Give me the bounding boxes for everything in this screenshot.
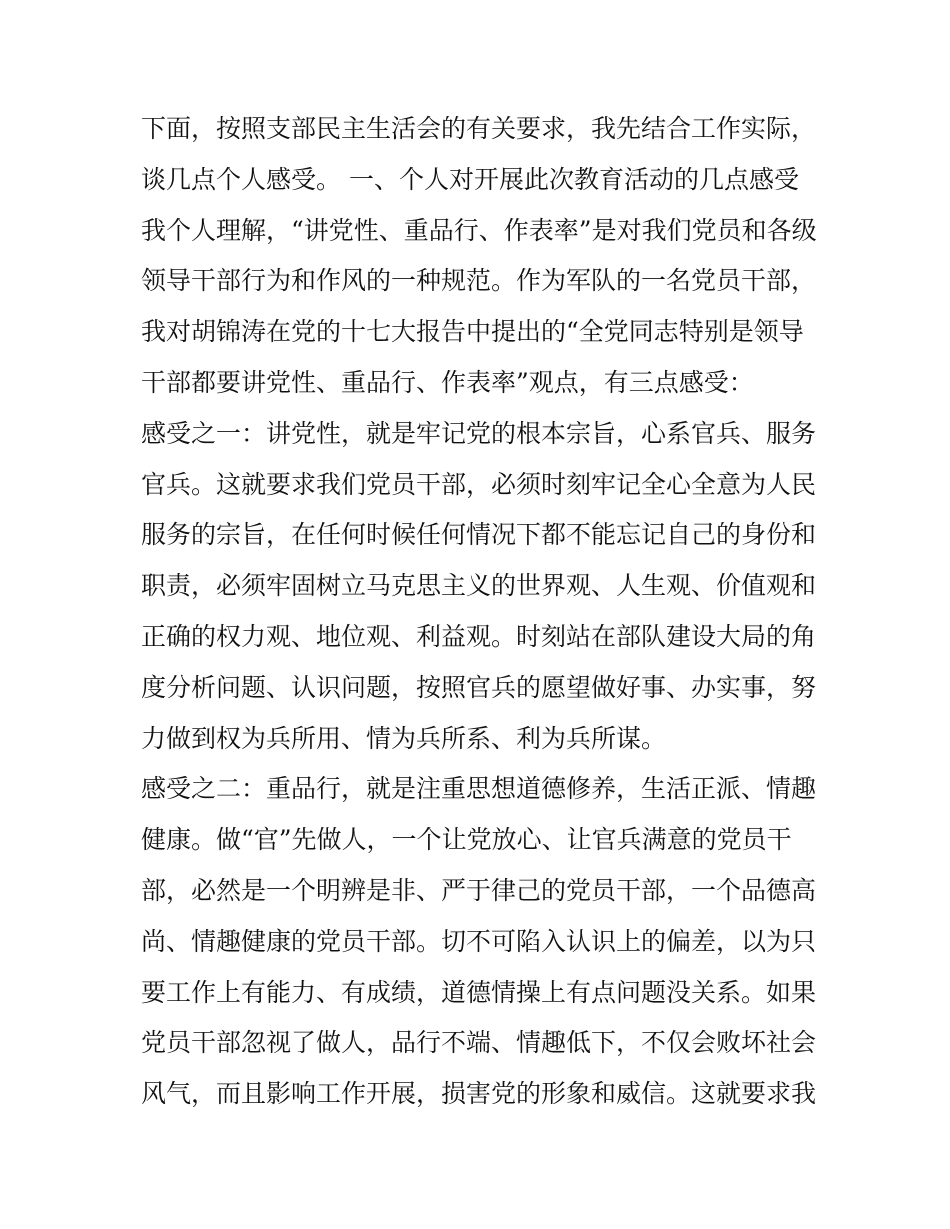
body-text	[141, 104, 821, 1120]
text-line: 部，必然是一个明辨是非、严于律己的党员干部，一个品德高	[141, 875, 817, 905]
text-line: 感受之一：讲党性，就是牢记党的根本宗旨，心系官兵、服务	[141, 418, 817, 448]
text-line: 下面，按照支部民主生活会的有关要求，我先结合工作实际，	[141, 114, 817, 143]
text-line: 尚、情趣健康的党员干部。切不可陷入认识上的偏差，以为只	[141, 926, 817, 956]
text-line: 谈几点个人感受。 一、个人对开展此次教育活动的几点感受	[141, 164, 799, 194]
text-line: 领导干部行为和作风的一种规范。作为军队的一名党员干部，	[141, 266, 817, 296]
text-line: 职责，必须牢固树立马克思主义的世界观、人生观、价值观和	[141, 571, 817, 601]
text-line: 度分析问题、认识问题，按照官兵的愿望做好事、办实事，努	[141, 672, 817, 702]
text-line: 健康。做“官”先做人，一个让党放心、让官兵满意的党员干	[141, 825, 792, 855]
text-line: 力做到权为兵所用、情为兵所系、利为兵所谋。	[141, 723, 667, 753]
text-line: 我个人理解，“讲党性、重品行、作表率”是对我们党员和各级	[141, 215, 817, 245]
text-line: 感受之二：重品行，就是注重思想道德修养，生活正派、情趣	[141, 774, 817, 804]
text-line: 要工作上有能力、有成绩，道德情操上有点问题没关系。如果	[141, 977, 817, 1007]
text-line: 服务的宗旨，在任何时候任何情况下都不能忘记自己的身份和	[141, 520, 817, 550]
text-line: 我对胡锦涛在党的十七大报告中提出的“全党同志特别是领导	[141, 317, 804, 347]
text-line: 党员干部忽视了做人，品行不端、情趣低下，不仅会败坏社会	[141, 1028, 817, 1058]
text-line: 正确的权力观、地位观、利益观。时刻站在部队建设大局的角	[141, 621, 817, 651]
text-line: 官兵。这就要求我们党员干部，必须时刻牢记全心全意为人民	[141, 469, 817, 499]
text-line: 风气，而且影响工作开展，损害党的形象和威信。这就要求我	[141, 1079, 817, 1109]
text-line: 干部都要讲党性、重品行、作表率”观点，有三点感受：	[141, 367, 754, 397]
